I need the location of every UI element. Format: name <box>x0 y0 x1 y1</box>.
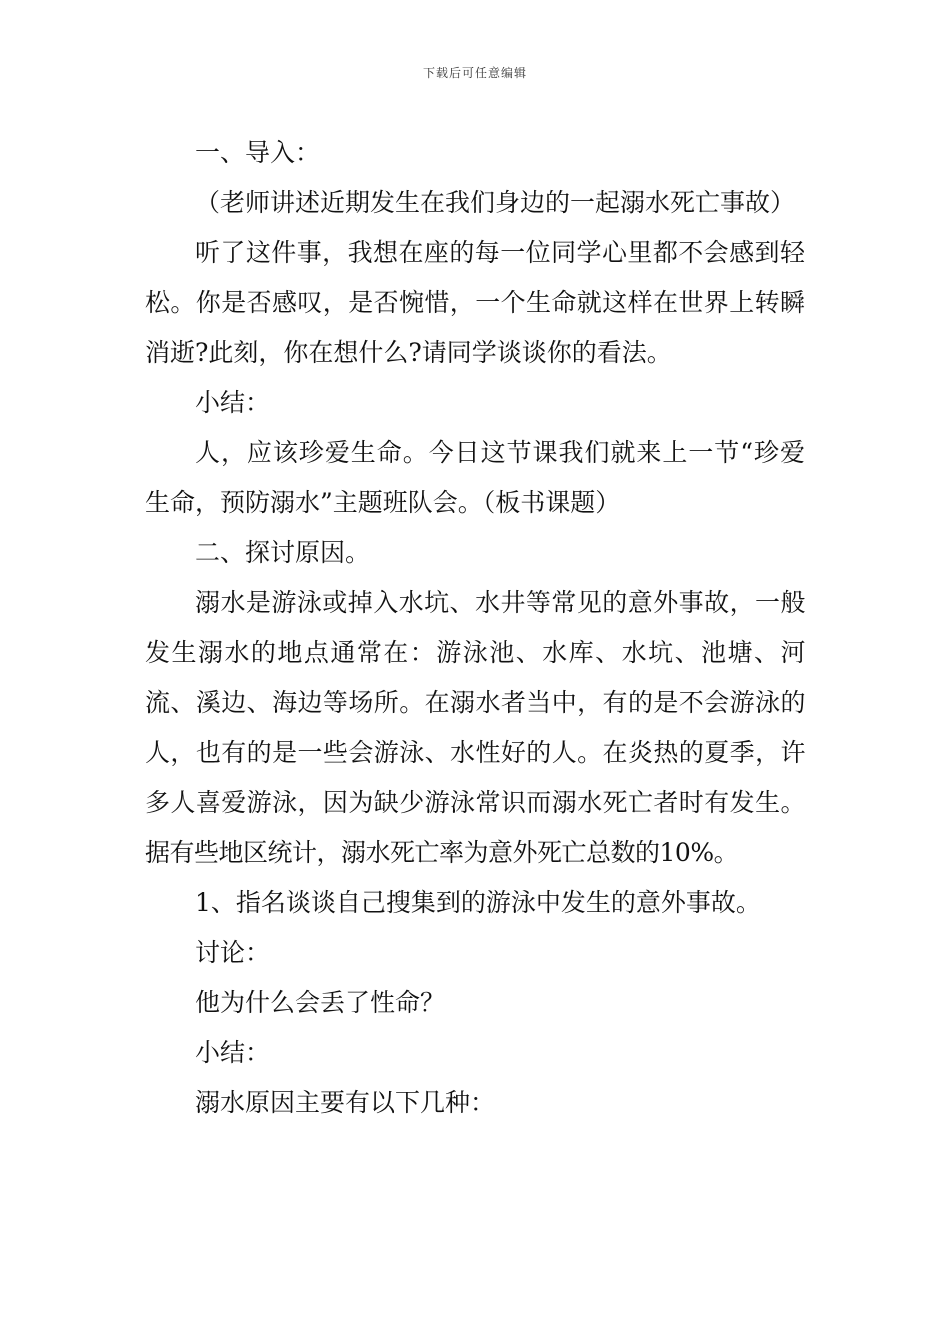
paragraph-cherish-life: 人，应该珍爱生命。今日这节课我们就来上一节“珍爱生命，预防溺水”主题班队会。（板书课题） <box>145 438 805 517</box>
document-body <box>145 128 805 1128</box>
paragraph-discussion-prompt: 1、指名谈谈自己搜集到的游泳中发生的意外事故。 <box>195 888 761 917</box>
page-header-note: 下载后可任意编辑 <box>422 66 527 80</box>
paragraph-teacher-story: （老师讲述近期发生在我们身边的一起溺水死亡事故） <box>195 188 796 217</box>
paragraph-causes-intro: 溺水原因主要有以下几种： <box>195 1088 496 1117</box>
paragraph-drowning-facts: 溺水是游泳或掉入水坑、水井等常见的意外事故，一般发生溺水的地点通常在：游泳池、水库、水坑、池塘、河流、溪边、海边等场所。在溺水者当中，有的是不会游泳的人，也有的是一些会游泳、水性好的人。在炎热的夏季，许多人喜爱游泳，因为缺少游泳常识而溺水死亡者时有发生。据有些地区统计，溺水死亡率为意外死亡总数的10%。 <box>145 588 805 867</box>
summary-label-2: 小结： <box>195 1038 271 1067</box>
paragraph-reflection: 听了这件事，我想在座的每一位同学心里都不会感到轻松。你是否感叹，是否惋惜，一个生命就这样在世界上转瞬消逝?此刻，你在想什么?请同学谈谈你的看法。 <box>145 238 805 367</box>
section-heading-intro: 一、导入： <box>195 138 321 167</box>
summary-label: 小结： <box>195 388 271 417</box>
paragraph-question: 他为什么会丢了性命？ <box>195 988 446 1017</box>
section-heading-causes: 二、探讨原因。 <box>195 538 371 567</box>
discussion-label: 讨论： <box>195 938 271 967</box>
